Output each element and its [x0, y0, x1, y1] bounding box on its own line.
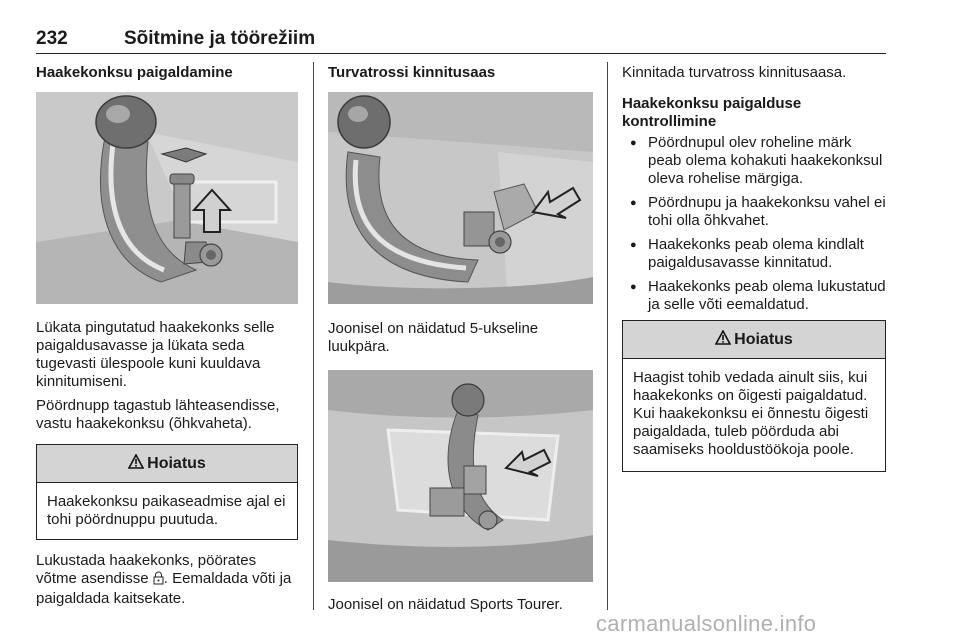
warning-triangle-icon [715, 330, 731, 350]
warning-header [37, 445, 297, 483]
hook-install-illustration [36, 92, 298, 304]
section-heading: Haakekonksu paigaldamine [36, 64, 233, 81]
list-item: ● Pöördnupu ja haakekonksu vahel ei tohi olla õhkvahet. [622, 194, 886, 230]
list-item: ● Haakekonks peab olema lukustatud ja selle võti eemaldatud. [622, 278, 886, 314]
intro-paragraph: Kinnitada turvatross kinnitusaasa. [622, 64, 847, 81]
column-right [622, 64, 886, 472]
warning-box [622, 320, 886, 472]
section-heading: Haakekonksu paigalduse kontrollimine [622, 95, 802, 130]
watermark: carmanualsonline.info [596, 611, 817, 636]
column-divider [607, 62, 608, 610]
instruction-paragraph: Lukustada haakekonks, pöörates võtme asendisse . Eemaldada võti ja paigaldada kaitsekate. [36, 552, 292, 607]
warning-header [623, 321, 885, 359]
instruction-paragraph: Lükata pingutatud haakekonks selle paigaldusavasse ja lükata seda tugevasti ülespoole kuni kuuldava kinnitumiseni. [36, 319, 275, 390]
figure-caption: Joonisel on näidatud 5-ukseline luukpära. [328, 320, 539, 355]
warning-box [36, 444, 298, 540]
column-left [36, 64, 298, 608]
chapter-title: Sõitmine ja töörežiim [124, 28, 316, 49]
section-heading: Turvatrossi kinnitusaas [328, 64, 496, 81]
warning-text: Haagist tohib vedada ainult siis, kui haakekonks on õigesti paigaldatud. Kui haakekonksu ei õnnestu õigesti paigaldada, tuleb pöörduda abi saamiseks hooldustöökoja poole. [633, 369, 869, 458]
column-divider [313, 62, 314, 610]
warning-title: Hoiatus [147, 454, 206, 472]
page-number: 232 [36, 28, 68, 49]
figure-hook-install [36, 92, 298, 304]
safety-cable-hatchback-illustration [328, 92, 593, 304]
figure-safety-cable-hatchback [328, 92, 593, 304]
list-item: ● Pöördnupul olev roheline märk peab olema kohakuti haakekonksul oleva rohelise märgiga. [622, 134, 886, 188]
check-list [622, 134, 886, 314]
warning-text: Haakekonksu paikaseadmise ajal ei tohi pöördnuppu puutuda. [47, 493, 286, 528]
safety-cable-sports-tourer-illustration [328, 370, 593, 582]
figure-caption: Joonisel on näidatud Sports Tourer. [328, 596, 563, 613]
warning-triangle-icon [128, 454, 144, 474]
figure-safety-cable-sports-tourer [328, 370, 593, 582]
list-item: ● Haakekonks peab olema kindlalt paigaldusavasse kinnitatud. [622, 236, 886, 272]
padlock-icon [153, 571, 164, 590]
warning-title: Hoiatus [734, 330, 793, 348]
column-middle [328, 64, 593, 614]
instruction-paragraph: Pöördnupp tagastub lähteasendisse, vastu haakekonksu (õhkvaheta). [36, 397, 280, 432]
page-header [36, 24, 886, 54]
